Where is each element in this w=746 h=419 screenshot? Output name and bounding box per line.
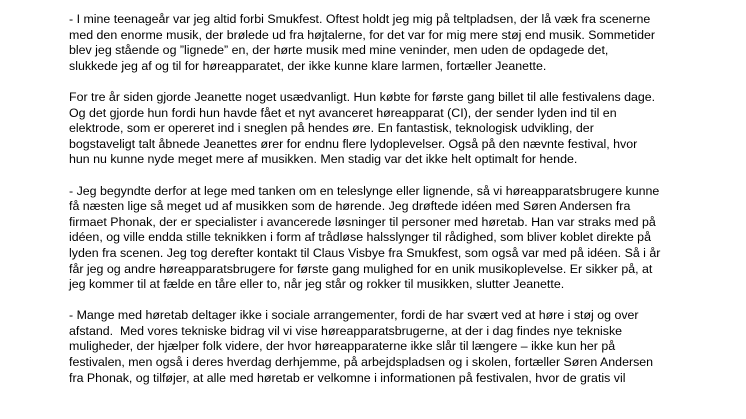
text-line: - Mange med høretab deltager ikke i sociale arrangementer, fordi de har svært ved at høre i støj og over: [69, 308, 639, 323]
text-line: fra Phonak, og tilføjer, at alle med høretab er velkomne i informationen på festivalen, hvor de gratis vil: [69, 370, 626, 385]
paragraph-phonak-quote: [69, 308, 699, 386]
text-line: blev jeg stående og ”lignede” en, der hørte musik med mine veninder, men uden de opdagede det,: [69, 43, 609, 58]
article-body: [69, 12, 699, 402]
text-line: lyden fra scenen. Jeg tog derefter kontakt til Claus Visbye fra Smukfest, som også var med på idéen. Så i år: [69, 245, 661, 260]
paragraph-teenage-memories: [69, 12, 699, 74]
text-line: afstand. Med vores tekniske bidrag vil vi vise høreapparatsbrugerne, at der i dag findes nye tekniske: [69, 323, 623, 338]
text-line: jeg kommer til at fælde en tåre eller to, når jeg står og rokker til musikken, slutter Jeanette.: [69, 277, 565, 292]
text-line: muligheder, der hjælper folk videre, der hvor høreapparaterne ikke slår til længere – ikke kun her på: [69, 339, 616, 354]
text-line: idéen, og ville endda stille teknikken i form af trådløse halsslynger til rådighed, som bliver koblet direkte på: [69, 230, 651, 245]
text-line: - I mine teenageår var jeg altid forbi Smukfest. Oftest holdt jeg mig på teltpladsen, der lå væk fra scenerne: [69, 12, 651, 26]
text-line: slukkede jeg af og til for høreapparatet, der ikke kunne klare larmen, fortæller Jeanette.: [69, 58, 547, 73]
text-line: firmaet Phonak, der er specialister i avancerede løsninger til personer med høretab. Han var straks med på: [69, 214, 656, 229]
text-line: bogstaveligt talt åbnede Jeanettes ører for endnu flere lydoplevelser. Også på den nævnte festival, hvor: [69, 136, 638, 151]
text-line: For tre år siden gjorde Jeanette noget usædvanligt. Hun købte for første gang billet til alle festivalens dage.: [69, 89, 656, 104]
text-line: festivalen, men også i deres hverdag derhjemme, på arbejdspladsen og i skolen, fortæller Søren Andersen: [69, 355, 654, 370]
text-line: - Jeg begyndte derfor at lege med tanken om en teleslynge eller lignende, så vi høreapparatsbrugere kunne: [69, 183, 660, 198]
text-line: hun nu kunne nyde meget mere af musikken. Men stadig var det ikke helt optimalt for hende.: [69, 152, 578, 167]
text-line: med den enorme musik, der brølede ud fra højtalerne, for det var for mig mere støj end musik. Sommetider: [69, 27, 656, 42]
paragraph-teleloop-idea: [69, 184, 699, 293]
text-line: få næsten lige så meget ud af musikken som de hørende. Jeg drøftede idéen med Søren Andersen fra: [69, 199, 631, 214]
text-line: Og det gjorde hun fordi hun havde fået et nyt avanceret høreapparat (CI), der sender lyden ind til en: [69, 105, 617, 120]
text-line: elektrode, som er opereret ind i sneglen på hendes øre. En fantastisk, teknologisk udvikling, der: [69, 121, 594, 136]
text-line: får jeg og andre høreapparatsbrugere for første gang mulighed for en unik musikoplevelse. Er sikker på, at: [69, 261, 653, 276]
paragraph-new-hearing-aid: [69, 90, 699, 168]
